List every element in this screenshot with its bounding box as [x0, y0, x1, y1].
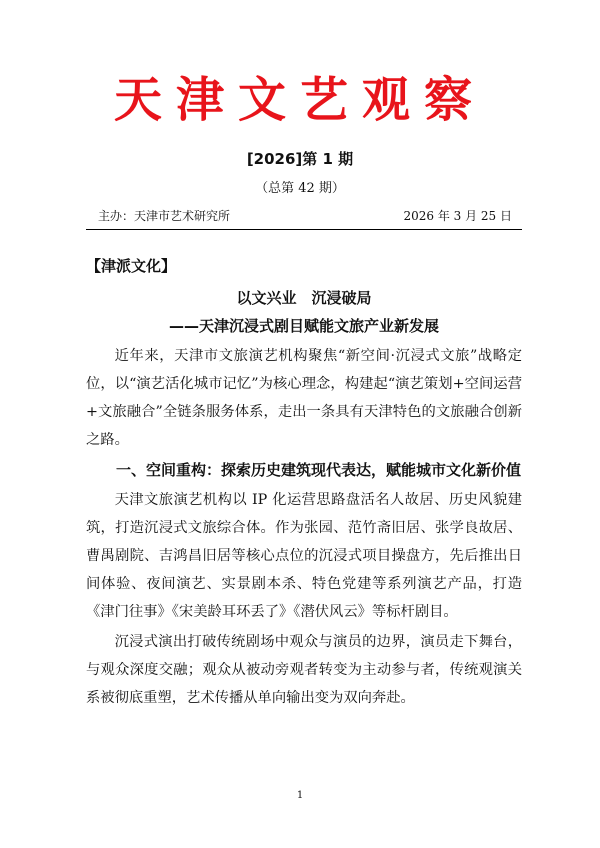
page-number: 1 — [296, 790, 304, 801]
header-divider — [86, 229, 522, 230]
article-body — [86, 252, 522, 712]
article-title: 以文兴业 沉浸破局 — [236, 289, 372, 307]
sponsor: 主办：天津市艺术研究所 — [98, 209, 231, 223]
section-tag: 【津派文化】 — [86, 257, 177, 275]
total-issue: （总第 42 期） — [255, 181, 345, 196]
body-paragraph-1: 天津文旅演艺机构以 IP 化运营思路盘活名人故居、历史风貌建筑，打造沉浸式文旅综合体。作为张园、范竹斋旧居、张学良故居、曹禺剧院、吉鸿昌旧居等核心点位的沉浸式项目操盘方，先后推出日间体验、夜间演艺、实景剧本杀、特色党建等系列演艺产品，打造《津门往事》《宋美龄耳环丢了》《潜伏风云》等标杆剧目。 — [86, 492, 522, 620]
publish-date: 2026 年 3 月 25 日 — [403, 209, 512, 223]
intro-paragraph: 近年来，天津市文旅演艺机构聚焦“新空间·沉浸式文旅”战略定位，以“演艺活化城市记忆”为核心理念，构建起“演艺策划+空间运营+文旅融合”全链条服务体系，走出一条具有天津特色的文旅融合创新之路。 — [86, 348, 522, 448]
body-paragraph-2: 沉浸式演出打破传统剧场中观众与演员的边界，演员走下舞台，与观众深度交融；观众从被动旁观者转变为主动参与者，传统观演关系被彻底重塑，艺术传播从单向输出变为双向奔赴。 — [86, 634, 522, 706]
section-heading: 一、空间重构：探索历史建筑现代表达，赋能城市文化新价值 — [116, 461, 522, 479]
masthead-title: 天津文艺观察 — [113, 72, 486, 128]
article-subtitle: ——天津沉浸式剧目赋能文旅产业新发展 — [168, 317, 439, 335]
issue-number: [2026]第 1 期 — [246, 150, 354, 168]
